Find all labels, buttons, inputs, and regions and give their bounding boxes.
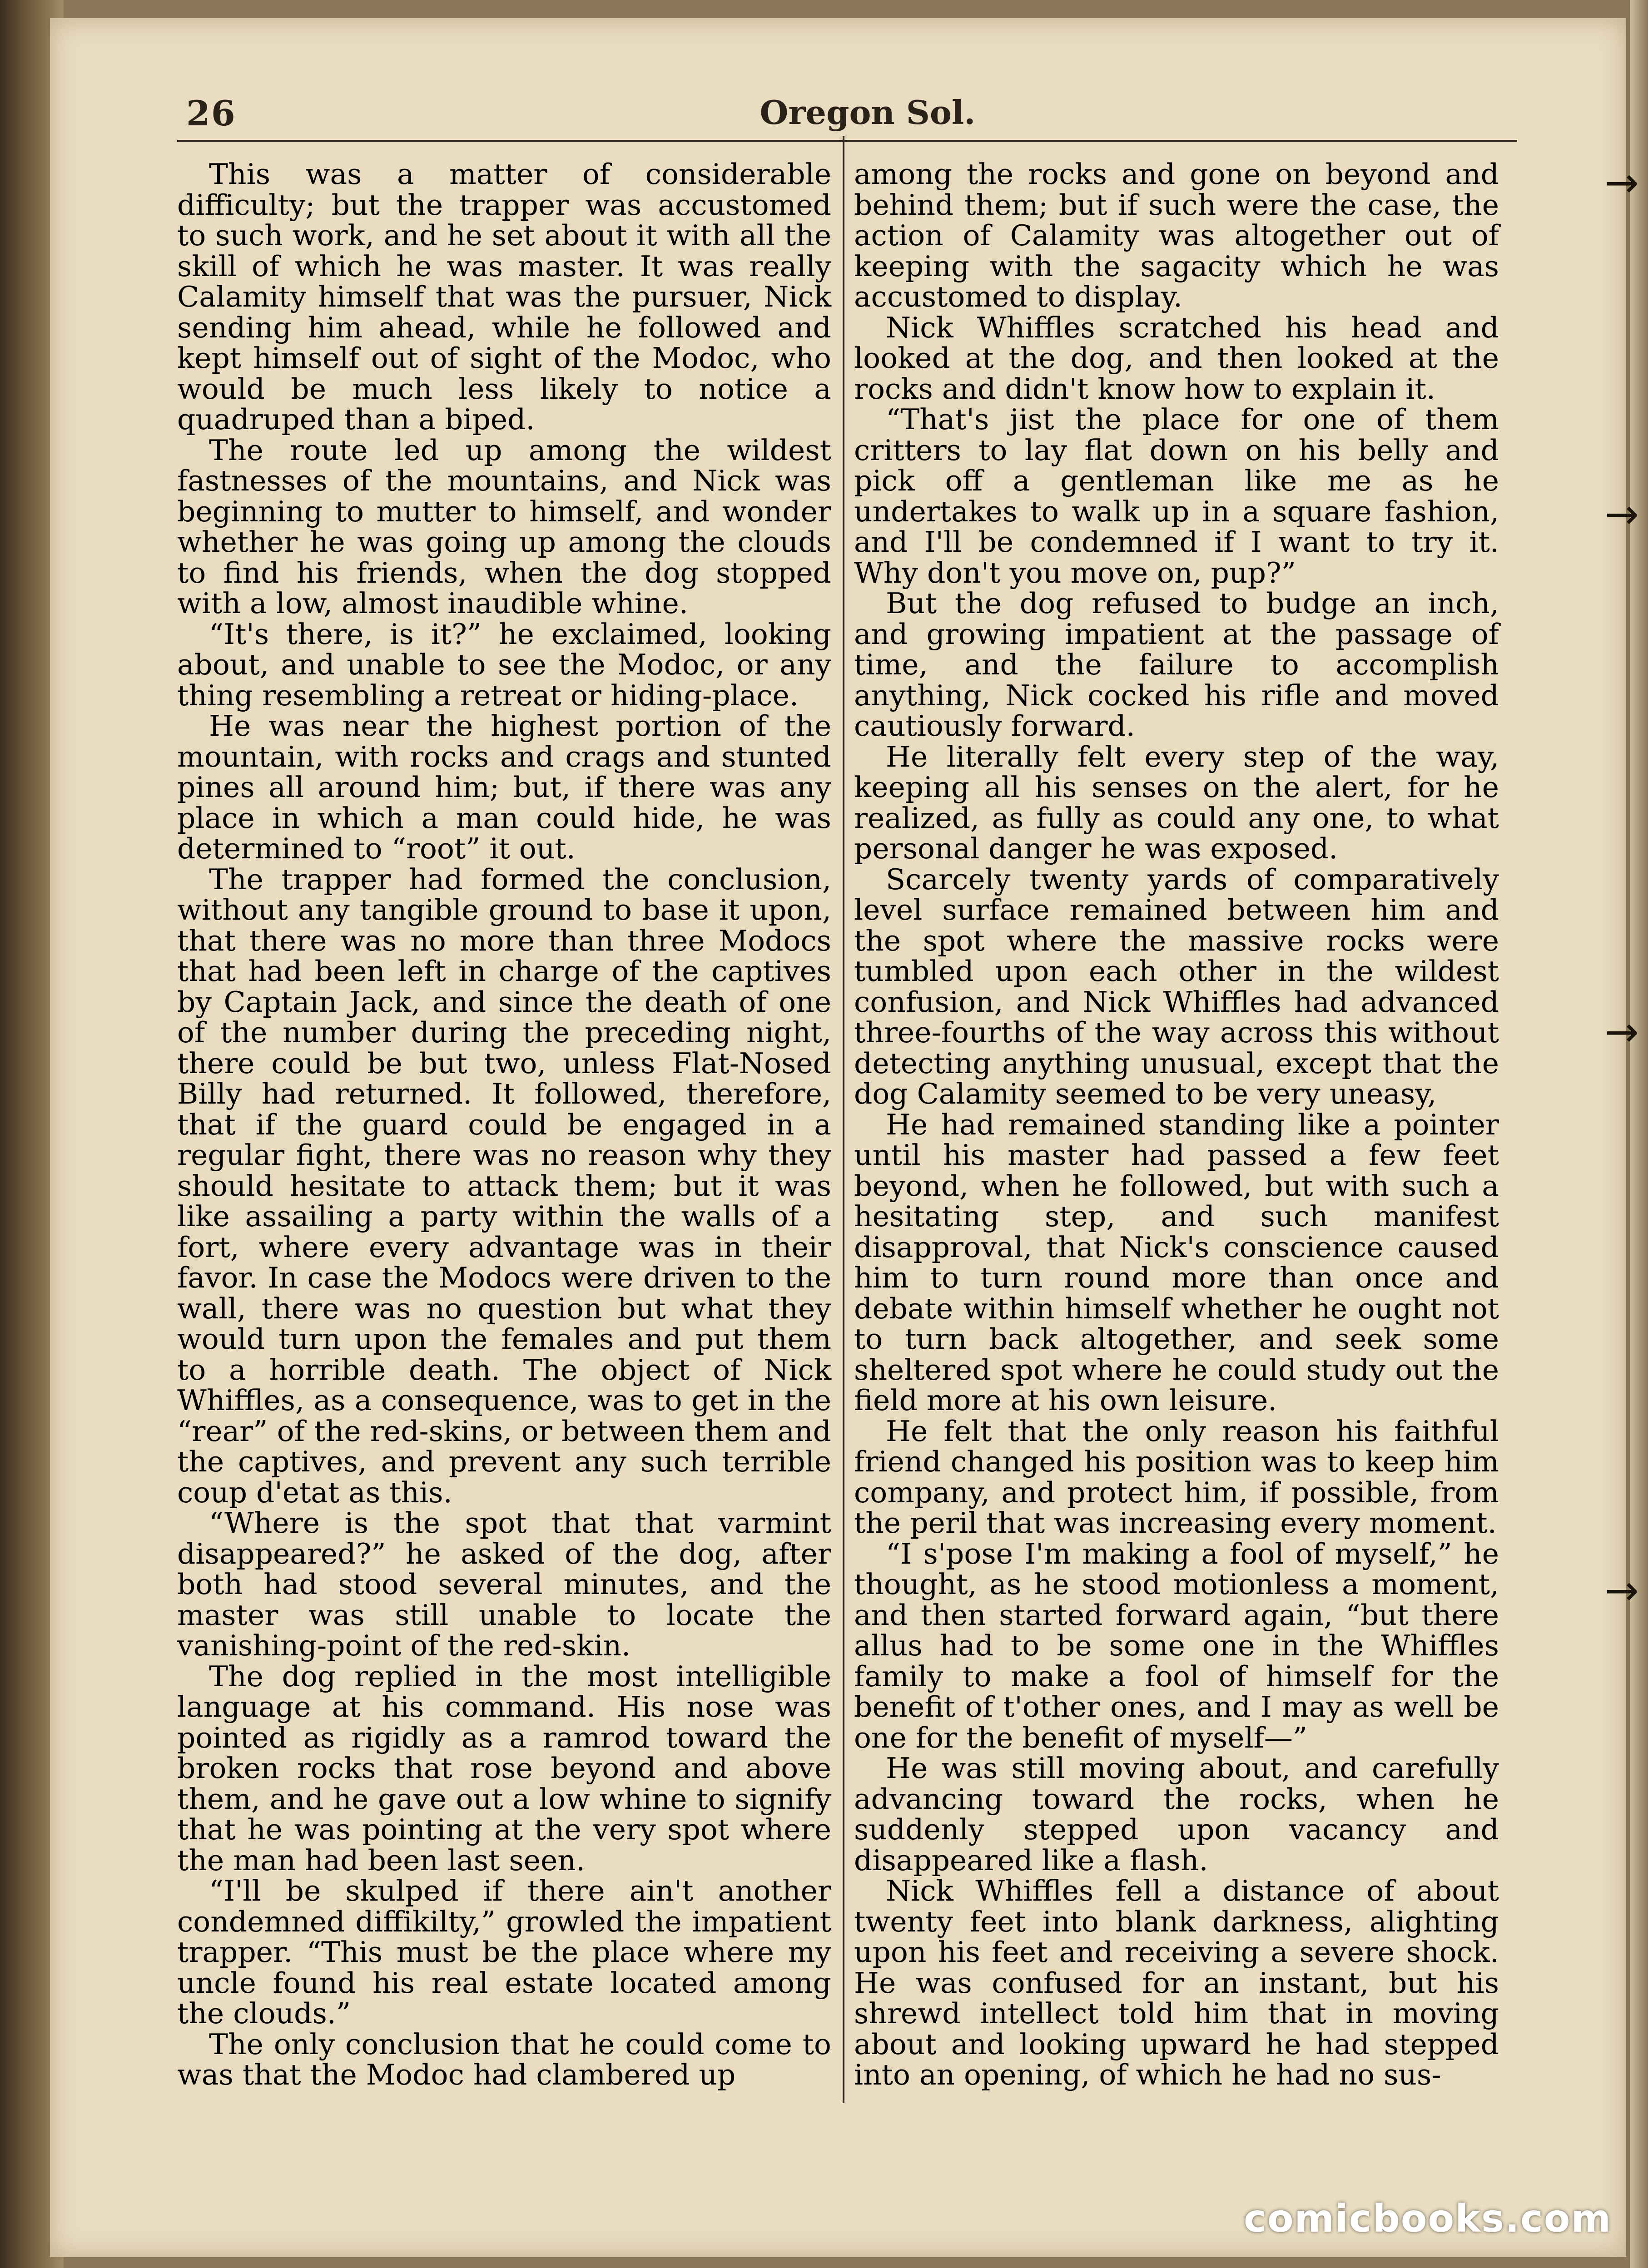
paragraph: He was still moving about, and carefully advancing toward the rocks, when he suddenly stepped upon vacancy and disappeared like a flash.: [854, 1752, 1499, 1877]
paragraph: “Where is the spot that that varmint disappeared?” he asked of the dog, after both had stood several minutes, and the master was still unable to locate the vanishing-point of the red-skin.: [177, 1506, 831, 1662]
paragraph: “That's jist the place for one of them critters to lay flat down on his belly and pick off a gentleman like me as he undertakes to walk up in a square fashion, and I'll be condemned if I want to try it. Why don't you move on, pup?”: [854, 403, 1499, 589]
page-header: [186, 93, 1549, 148]
paragraph: The trapper had formed the conclusion, without any tangible ground to base it upon, that there was no more than three Modocs that had been left in charge of the captives by Captain Jack, and since the death of one of the number during the preceding night, there could be but two, unless Flat-Nosed Billy had returned. It followed, therefore, that if the guard could be engaged in a regular fight, there was no reason why they should hesitate to attack them; but it was like assailing a party within the walls of a fort, where every advantage was in their favor. In case the Modocs were driven to the wall, there was no question but what they would turn upon the females and put them to a horrible death. The object of Nick Whiffles, as a consequence, was to get in the “rear” of the red-skins, or between them and the captives, and prevent any such terrible coup d'etat as this.: [177, 862, 831, 1509]
paragraph: He had remained standing like a pointer until his master had passed a few feet beyond, when he followed, but with such a hesitating step, and such manifest disapproval, that Nick's conscience caused him to turn round more than once and debate within himself whether he ought not to turn back altogether, and seek some sheltered spot where he could study out the field more at his own leisure.: [854, 1108, 1499, 1417]
paragraph: Scarcely twenty yards of comparatively level surface remained between him and the spot where the massive rocks were tumbled upon each other in the wildest confusion, and Nick Whiffles had advanced three-fourths of the way across this without detecting anything unusual, except that the dog Calamity seemed to be very uneasy,: [854, 862, 1499, 1110]
paragraph: Nick Whiffles fell a distance of about twenty feet into blank darkness, alighting upon his feet and receiving a severe shock. He was confused for an instant, but his shrewd intellect told him that in moving about and looking upward he had stepped into an opening, of which he had no sus-: [854, 1874, 1499, 2091]
column-divider: [843, 136, 844, 2103]
margin-tab-icon: →: [1604, 159, 1639, 207]
paragraph: The only conclusion that he could come to was that the Modoc had clambered up: [177, 2027, 831, 2091]
header-rule: [177, 140, 1517, 142]
watermark-logo: comicbooks.com: [1244, 2196, 1612, 2241]
paragraph: But the dog refused to budge an inch, and growing impatient at the passage of time, and the failure to accomplish anything, Nick cocked his rifle and moved cautiously forward.: [854, 587, 1499, 743]
paragraph: This was a matter of considerable difficulty; but the trapper was accustomed to such work, and he set about it with all the skill of which he was master. It was really Calamity himself that was the pursuer, Nick sending him ahead, while he followed and kept himself out of sight of the Modoc, who would be much less likely to notice a quadruped than a biped.: [177, 158, 831, 436]
margin-tab-icon: →: [1604, 1567, 1639, 1614]
running-title: Oregon Sol.: [759, 93, 976, 132]
page-edge: [1630, 0, 1648, 2268]
paragraph: Nick Whiffles scratched his head and looked at the dog, and then looked at the rocks and didn't know how to explain it.: [854, 311, 1499, 406]
margin-tab-icon: →: [1604, 490, 1639, 538]
page-number: 26: [186, 93, 236, 134]
paragraph: He was near the highest portion of the mountain, with rocks and crags and stunted pines all around him; but, if there was any place in which a man could hide, he was determined to “root” it out.: [177, 709, 831, 865]
paragraph: The route led up among the wildest fastnesses of the mountains, and Nick was beginning to mutter to himself, and wonder whether he was going up among the clouds to find his friends, when the dog stopped with a low, almost inaudible whine.: [177, 433, 831, 620]
paragraph: among the rocks and gone on beyond and behind them; but if such were the case, the action of Calamity was altogether out of keeping with the sagacity which he was accustomed to display.: [854, 158, 1499, 313]
left-column: [177, 159, 831, 2090]
paragraph: “I s'pose I'm making a fool of myself,” he thought, as he stood motionless a moment, and then started forward again, “but there allus had to be some one in the Whiffles family to make a fool of himself for the benefit of t'other ones, and I may as well be one for the benefit of myself—”: [854, 1537, 1499, 1754]
margin-tab-icon: →: [1604, 1008, 1639, 1056]
paragraph: The dog replied in the most intelligible language at his command. His nose was pointed as rigidly as a ramrod toward the broken rocks that rose beyond and above them, and he gave out a low whine to signify that he was pointing at the very spot where the man had been last seen.: [177, 1659, 831, 1877]
paragraph: “I'll be skulped if there ain't another condemned diffikilty,” growled the impatient trapper. “This must be the place where my uncle found his real estate located among the clouds.”: [177, 1874, 831, 2030]
right-column: [854, 159, 1499, 2090]
paragraph: “It's there, is it?” he exclaimed, looking about, and unable to see the Modoc, or any thing resembling a retreat or hiding-place.: [177, 617, 831, 712]
paragraph: He felt that the only reason his faithful friend changed his position was to keep him company, and protect him, if possible, from the peril that was increasing every moment.: [854, 1414, 1499, 1540]
paragraph: He literally felt every step of the way, keeping all his senses on the alert, for he realized, as fully as could any one, to what personal danger he was exposed.: [854, 740, 1499, 865]
